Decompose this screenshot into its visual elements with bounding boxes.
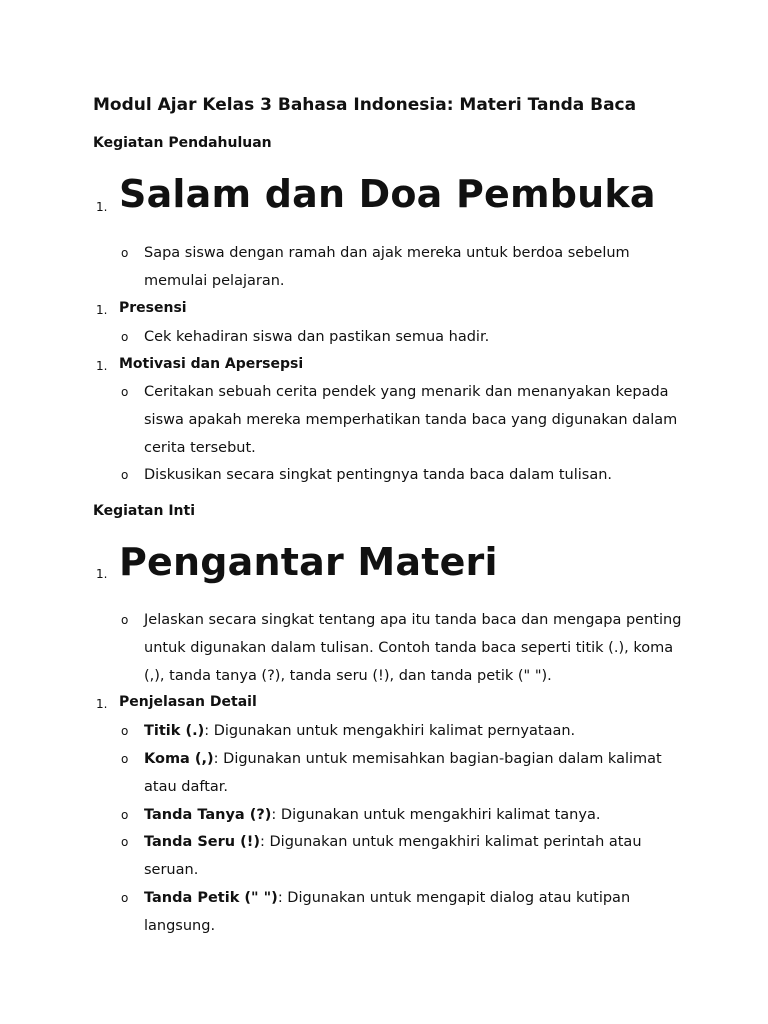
text-motivasi-line1: Ceritakan sebuah cerita pendek yang menarik dan menanyakan kepada [144, 384, 669, 400]
text-tanda-petik [144, 884, 630, 912]
text-salam-line1: Sapa siswa dengan ramah dan ajak mereka untuk berdoa sebelum [144, 245, 630, 261]
text-pengantar-line3: (,), tanda tanya (?), tanda seru (!), dan tanda petik (" "). [144, 668, 552, 684]
bullet-marker: o [121, 752, 129, 766]
list-number: 1. [96, 359, 108, 373]
bullet-marker: o [121, 385, 129, 399]
bullet-marker: o [121, 808, 129, 822]
heading-presensi: Presensi [119, 300, 187, 316]
bullet-marker: o [121, 246, 129, 260]
heading-salam-doa: Salam dan Doa Pembuka [119, 172, 656, 216]
document-title: Modul Ajar Kelas 3 Bahasa Indonesia: Materi Tanda Baca [93, 95, 637, 115]
desc-tanda-seru: : Digunakan untuk mengakhiri kalimat perintah atau [260, 834, 642, 850]
text-tanda-petik-line2: langsung. [144, 918, 216, 934]
text-motivasi-line2: siswa apakah mereka memperhatikan tanda baca yang digunakan dalam [144, 412, 678, 428]
text-titik [144, 717, 575, 745]
text-tanda-seru [144, 828, 642, 856]
term-tanda-petik: Tanda Petik (" ") [144, 890, 278, 906]
text-pengantar-line1: Jelaskan secara singkat tentang apa itu tanda baca dan mengapa penting [144, 612, 682, 628]
text-pengantar-line2: untuk digunakan dalam tulisan. Contoh tanda baca seperti titik (.), koma [144, 640, 674, 656]
text-koma [144, 745, 662, 773]
desc-tanda-tanya: : Digunakan untuk mengakhiri kalimat tanya. [271, 807, 601, 823]
bullet-marker: o [121, 330, 129, 344]
term-koma: Koma (,) [144, 751, 214, 767]
heading-pengantar-materi: Pengantar Materi [119, 540, 498, 584]
text-motivasi-line3: cerita tersebut. [144, 440, 256, 456]
list-number: 1. [96, 303, 108, 317]
term-titik: Titik (.) [144, 723, 205, 739]
text-koma-line2: atau daftar. [144, 779, 229, 795]
section-heading-inti: Kegiatan Inti [93, 503, 196, 519]
heading-penjelasan-detail: Penjelasan Detail [119, 694, 257, 710]
bullet-marker: o [121, 835, 129, 849]
text-tanda-seru-line2: seruan. [144, 862, 199, 878]
desc-tanda-petik: : Digunakan untuk mengapit dialog atau kutipan [277, 890, 631, 906]
bullet-marker: o [121, 468, 129, 482]
text-salam-line2: memulai pelajaran. [144, 273, 285, 289]
text-diskusikan: Diskusikan secara singkat pentingnya tanda baca dalam tulisan. [144, 467, 613, 483]
text-tanda-tanya [144, 801, 600, 829]
list-number: 1. [96, 200, 108, 214]
section-heading-pendahuluan: Kegiatan Pendahuluan [93, 135, 272, 151]
heading-motivasi: Motivasi dan Apersepsi [119, 356, 304, 372]
term-tanda-tanya: Tanda Tanya (?) [144, 807, 272, 823]
list-number: 1. [96, 567, 108, 581]
desc-koma: : Digunakan untuk memisahkan bagian-bagian dalam kalimat [213, 751, 662, 767]
text-presensi: Cek kehadiran siswa dan pastikan semua hadir. [144, 329, 490, 345]
bullet-marker: o [121, 891, 129, 905]
term-tanda-seru: Tanda Seru (!) [144, 834, 261, 850]
bullet-marker: o [121, 613, 129, 627]
list-number: 1. [96, 697, 108, 711]
desc-titik: : Digunakan untuk mengakhiri kalimat pernyataan. [204, 723, 576, 739]
bullet-marker: o [121, 724, 129, 738]
